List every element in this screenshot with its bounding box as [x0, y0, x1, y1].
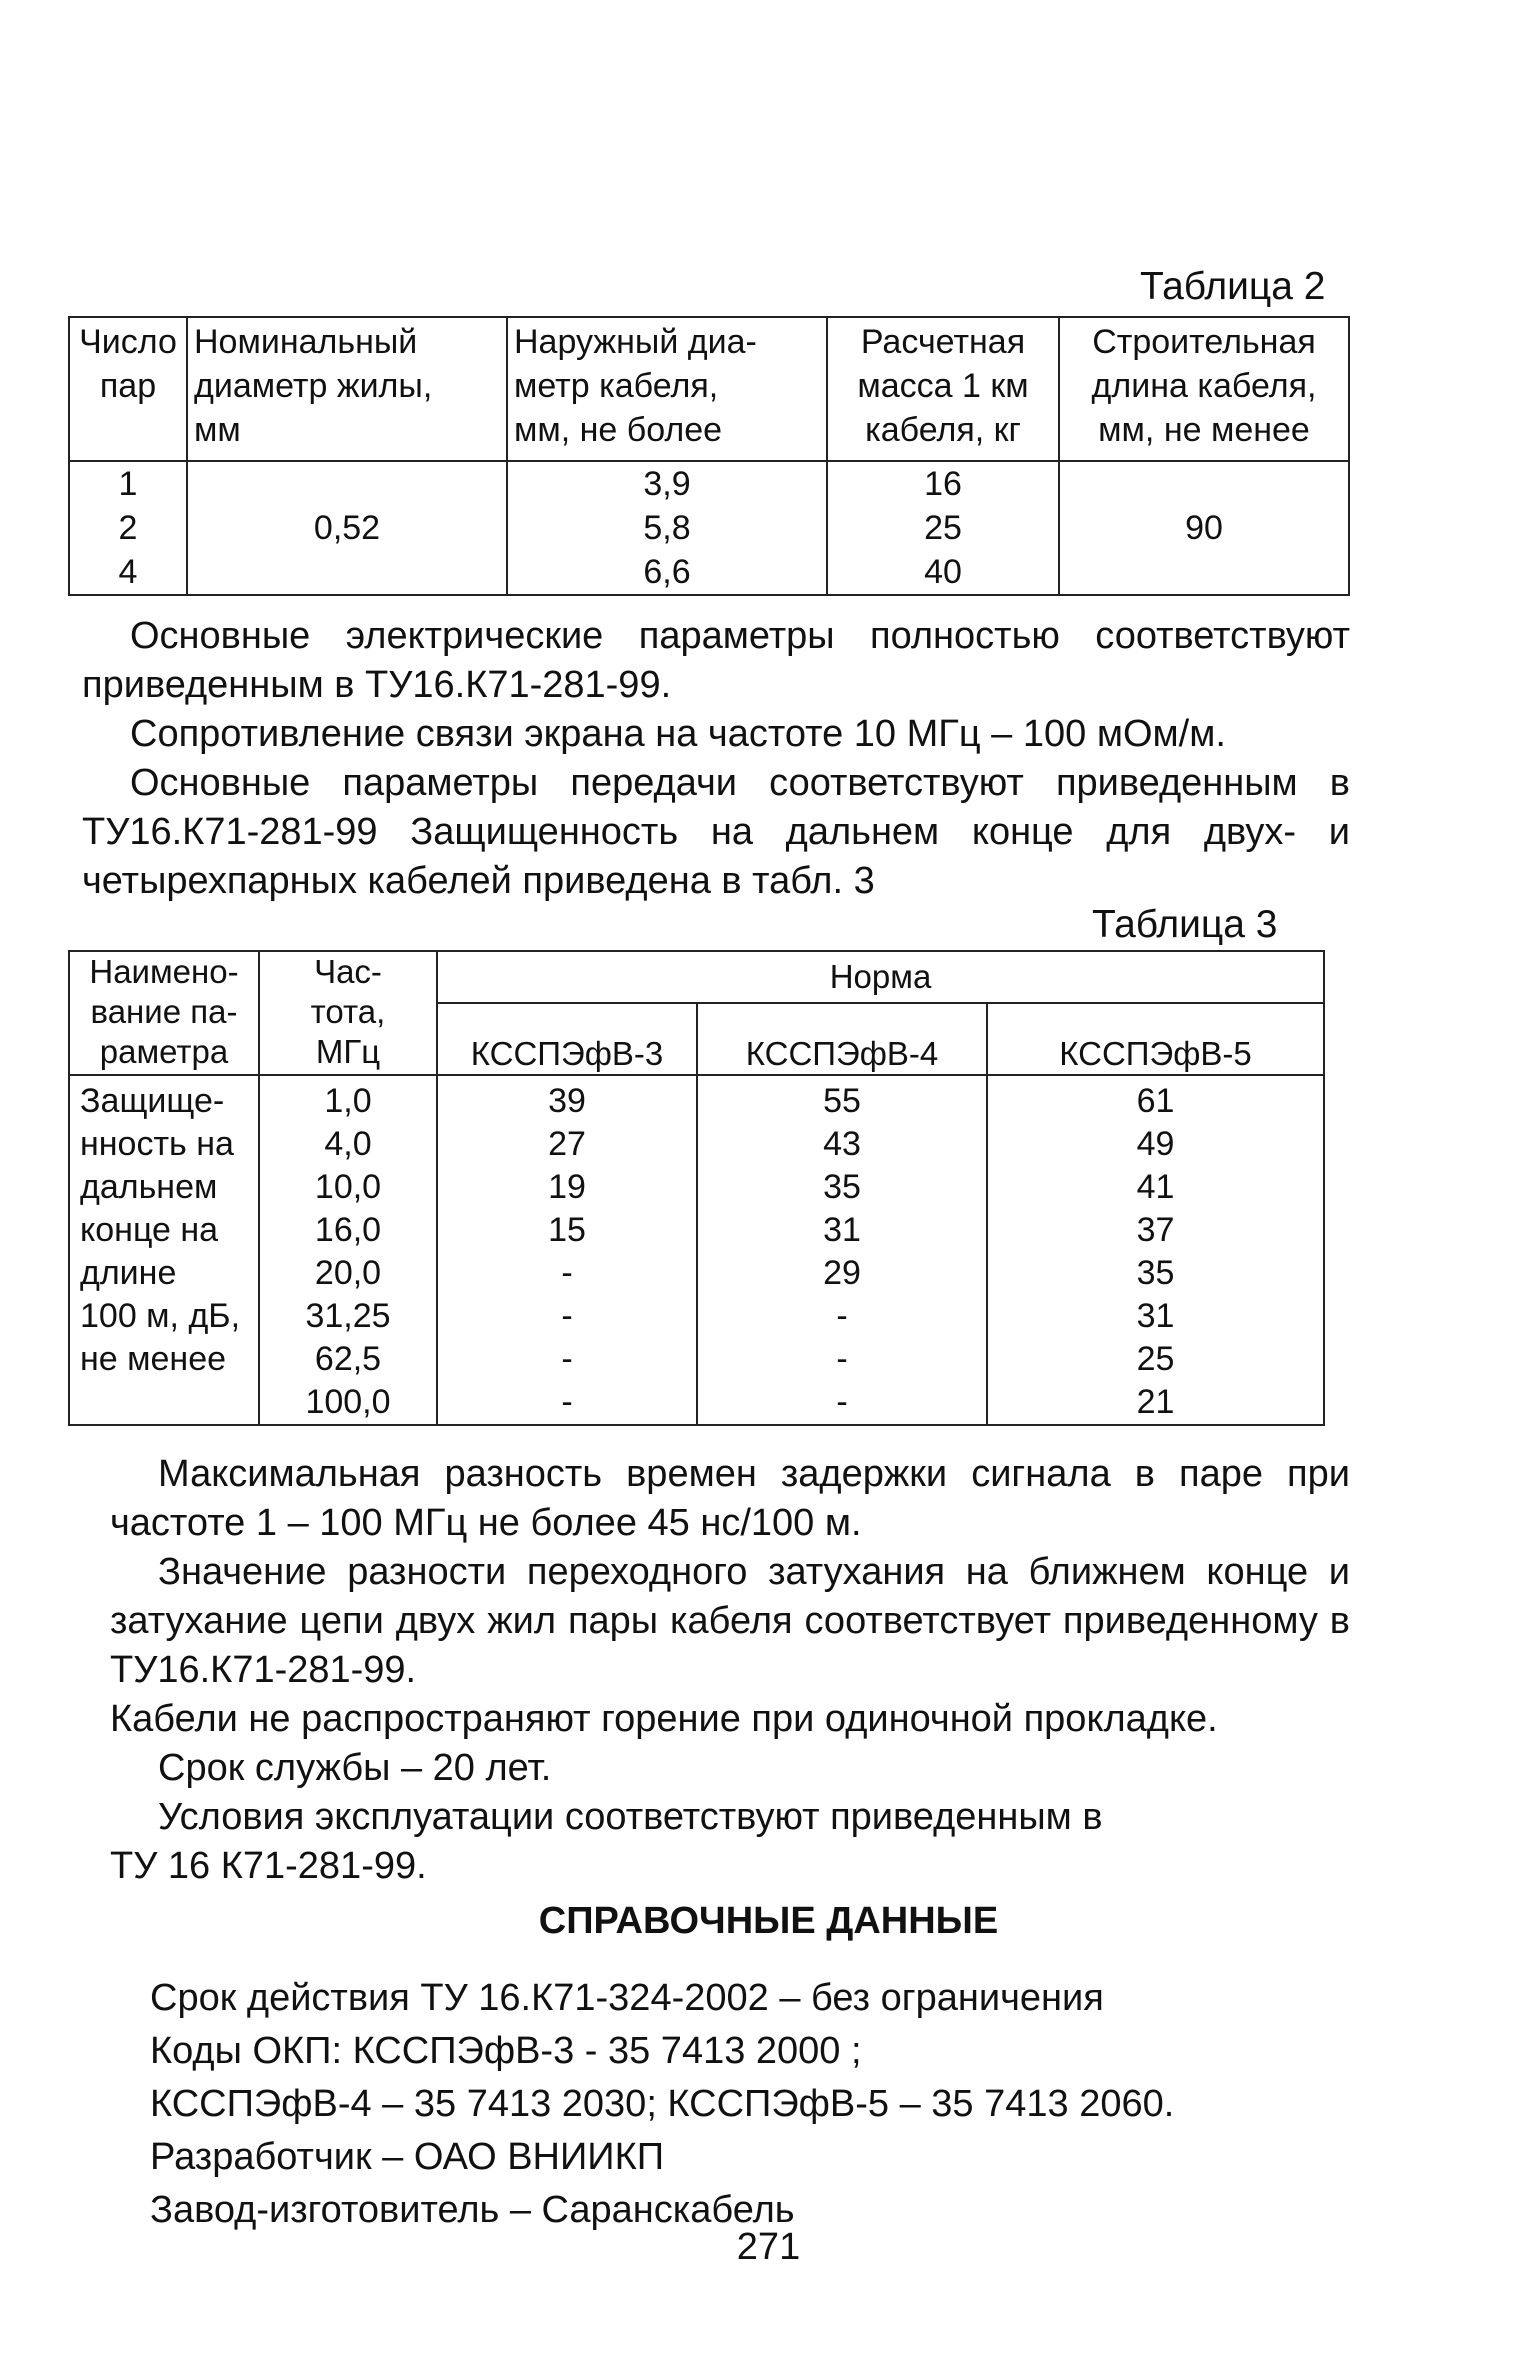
paragraph: Срок службы – 20 лет. — [158, 1747, 552, 1789]
param-line: длине — [80, 1254, 177, 1292]
table2-pairs-cell — [69, 461, 187, 595]
freq-value: 100,0 — [305, 1383, 391, 1421]
outer-diameter-value: 6,6 — [643, 553, 691, 591]
table2-header-diameter — [187, 317, 507, 461]
table3-header-type: КССПЭфВ-5 — [987, 1003, 1324, 1075]
table-2 — [68, 316, 1350, 596]
text-block-2 — [110, 1450, 1350, 1891]
norm-value: - — [561, 1297, 573, 1335]
param-line: нность на — [80, 1125, 234, 1163]
table3-header-type: КССПЭфВ-3 — [437, 1003, 697, 1075]
table3-header-freq — [259, 951, 437, 1075]
header-line: Строительная — [1092, 323, 1316, 361]
pairs-value: 1 — [118, 465, 138, 503]
norm-value: 61 — [1136, 1082, 1175, 1120]
mass-value: 40 — [924, 553, 962, 591]
table2-diameter-cell: 0,52 — [187, 461, 507, 595]
table2-outer-diameter-cell — [507, 461, 827, 595]
freq-value: 1,0 — [324, 1082, 372, 1120]
outer-diameter-value: 5,8 — [643, 509, 691, 547]
reference-line: Коды ОКП: КССПЭфВ-3 - 35 7413 2000 ; — [150, 2030, 862, 2072]
reference-line: Срок действия ТУ 16.К71-324-2002 – без ограничения — [150, 1977, 1104, 2019]
norm-value: 43 — [823, 1125, 861, 1163]
param-line: конце на — [80, 1211, 219, 1249]
table3-freq-cell — [259, 1075, 437, 1425]
norm-value: 35 — [1136, 1254, 1175, 1292]
header-line: Наружный диа- — [514, 323, 757, 361]
norm-value: - — [561, 1254, 573, 1292]
header-line: Число — [79, 323, 177, 361]
freq-value: 10,0 — [314, 1168, 382, 1206]
paragraph: Максимальная разность времен задержки сигнала в паре при частоте 1 – 100 МГц не более 45 нс/100 м. — [110, 1453, 1350, 1544]
table2-length-cell: 90 — [1059, 461, 1349, 595]
norm-value: 31 — [1136, 1297, 1175, 1335]
norm-value: 37 — [1136, 1211, 1175, 1249]
header-line: тота, — [310, 993, 386, 1030]
table2-caption: Таблица 2 — [1140, 265, 1326, 308]
header-line: мм, не менее — [1098, 411, 1310, 449]
header-line: Час- — [314, 953, 382, 990]
param-line: 100 м, дБ, — [80, 1297, 241, 1335]
table3-col5-cell — [987, 1075, 1324, 1425]
table2-header-mass — [827, 317, 1059, 461]
norm-value: 39 — [548, 1082, 586, 1120]
norm-value: - — [561, 1383, 573, 1421]
pairs-value: 4 — [118, 553, 138, 591]
table3-header-row — [69, 951, 1324, 1003]
norm-value: 27 — [548, 1125, 586, 1163]
param-line: Защище- — [80, 1082, 225, 1120]
header-line: мм — [194, 411, 241, 449]
header-line: масса 1 км — [857, 367, 1029, 405]
norm-value: - — [836, 1297, 848, 1335]
header-line: диаметр жилы, — [194, 367, 433, 405]
outer-diameter-value: 3,9 — [643, 465, 691, 503]
table3-col4-cell — [697, 1075, 987, 1425]
paragraph: Кабели не распространяют горение при одиночной прокладке. — [110, 1698, 1218, 1740]
freq-value: 16,0 — [314, 1211, 382, 1249]
freq-value: 20,0 — [314, 1254, 382, 1292]
text-block-1 — [82, 612, 1350, 906]
header-line: пар — [99, 367, 157, 405]
reference-line: Разработчик – ОАО ВНИИКП — [150, 2136, 665, 2178]
table3-header-norm: Норма — [437, 951, 1324, 1003]
table2-header-outer-diameter — [507, 317, 827, 461]
norm-value: 49 — [1136, 1125, 1175, 1163]
norm-value: 29 — [823, 1254, 861, 1292]
table2-data-row — [69, 461, 1349, 595]
table2-header-pairs — [69, 317, 187, 461]
table-3 — [68, 950, 1325, 1426]
norm-value: 21 — [1136, 1383, 1175, 1421]
table3-header-type: КССПЭфВ-4 — [697, 1003, 987, 1075]
header-line: мм, не более — [514, 411, 723, 449]
freq-value: 31,25 — [305, 1297, 391, 1335]
norm-value: 31 — [823, 1211, 861, 1249]
norm-value: 55 — [823, 1082, 861, 1120]
table3-col3-cell — [437, 1075, 697, 1425]
norm-value: - — [836, 1383, 848, 1421]
header-line: Расчетная — [860, 323, 1026, 361]
norm-value: - — [836, 1340, 848, 1378]
mass-value: 25 — [924, 509, 962, 547]
norm-value: 15 — [548, 1211, 586, 1249]
norm-value: 41 — [1136, 1168, 1175, 1206]
table2-mass-cell — [827, 461, 1059, 595]
table3-header-param — [69, 951, 259, 1075]
reference-block — [150, 1972, 1350, 2237]
param-line: не менее — [80, 1340, 227, 1378]
paragraph: Значение разности переходного затухания на ближнем конце и затухание цепи двух жил пары кабеля соответствует приведенному в ТУ16.К71-281-99. — [110, 1551, 1350, 1691]
table3-param-cell — [69, 1075, 259, 1425]
norm-value: 25 — [1136, 1340, 1175, 1378]
table3-data-row — [69, 1075, 1324, 1425]
header-line: МГц — [315, 1033, 381, 1070]
param-line: дальнем — [80, 1168, 218, 1206]
pairs-value: 2 — [118, 509, 138, 547]
header-line: Наимено- — [89, 953, 239, 990]
page-number: 271 — [736, 2226, 801, 2268]
paragraph: Основные электрические параметры полностью соответствуют приведенным в ТУ16.К71-281-99. — [82, 615, 1350, 706]
header-line: длина кабеля, — [1091, 367, 1317, 405]
header-line: кабеля, кг — [865, 411, 1021, 449]
header-line: метр кабеля, — [514, 367, 719, 405]
reference-line: КССПЭфВ-4 – 35 7413 2030; КССПЭфВ-5 – 35 7413 2060. — [150, 2083, 1175, 2125]
header-line: раметра — [99, 1033, 229, 1070]
paragraph: Условия эксплуатации соответствуют приведенным в ТУ 16 К71-281-99. — [110, 1796, 1103, 1887]
freq-value: 62,5 — [314, 1340, 382, 1378]
mass-value: 16 — [924, 465, 962, 503]
header-line: вание па- — [90, 993, 238, 1030]
table3-caption: Таблица 3 — [1092, 903, 1278, 946]
norm-value: 19 — [548, 1168, 586, 1206]
table2-header-length — [1059, 317, 1349, 461]
paragraph: Сопротивление связи экрана на частоте 10 МГц – 100 мОм/м. — [130, 713, 1226, 755]
paragraph: Основные параметры передачи соответствуют приведенным в ТУ16.К71-281-99 Защищенность на дальнем конце для двух- и четырехпарных кабелей приведена в табл. 3 — [82, 762, 1350, 902]
header-line: Номинальный — [194, 323, 418, 361]
norm-value: - — [561, 1340, 573, 1378]
freq-value: 4,0 — [324, 1125, 372, 1163]
reference-line: Завод-изготовитель – Саранскабель — [150, 2189, 795, 2231]
norm-value: 35 — [823, 1168, 861, 1206]
table2-header-row — [69, 317, 1349, 461]
reference-heading: СПРАВОЧНЫЕ ДАННЫЕ — [538, 1900, 999, 1942]
